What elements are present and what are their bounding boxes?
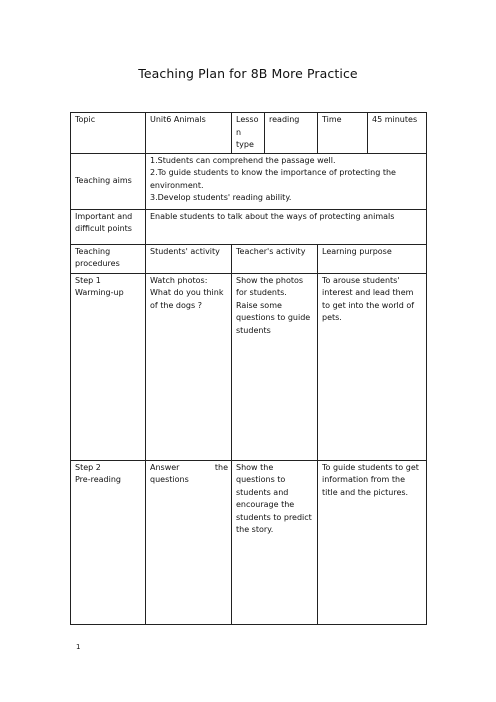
step-label xyxy=(71,273,146,460)
page-title: Teaching Plan for 8B More Practice xyxy=(138,66,358,81)
procedures-header: Teaching procedures xyxy=(71,244,146,273)
step-number: Step 1 xyxy=(75,275,101,285)
step-label xyxy=(71,460,146,624)
step-name: Pre-reading xyxy=(75,475,121,484)
students-activity-header: Students' activity xyxy=(146,244,232,273)
page-number: 1 xyxy=(76,643,81,651)
teacher-activity xyxy=(232,273,318,460)
key-points-row xyxy=(71,209,427,244)
teacher-activity-line: Raise some questions to guide students xyxy=(236,300,311,335)
students-activity xyxy=(146,460,232,624)
teacher-activity-line: Show the photos for students. xyxy=(236,275,304,297)
teacher-activity-header: Teacher's activity xyxy=(232,244,318,273)
topic-value: Unit6 Animals xyxy=(146,113,232,154)
aim-line: 2.To guide students to know the importance of protecting the environment. xyxy=(150,168,396,190)
step-row xyxy=(71,273,427,460)
students-activity: Watch photos: What do you think of the dogs ? xyxy=(146,273,232,460)
learning-purpose: To guide students to get information from the title and the pictures. xyxy=(318,460,427,624)
learning-purpose-header: Learning purpose xyxy=(318,244,427,273)
teaching-aims-row xyxy=(71,153,427,209)
teaching-aims-label: Teaching aims xyxy=(71,153,146,209)
topic-row xyxy=(71,113,427,154)
learning-purpose: To arouse students' interest and lead them to get into the world of pets. xyxy=(318,273,427,460)
teaching-plan-table xyxy=(70,112,427,625)
students-activity-line: Answer the xyxy=(150,462,228,472)
key-points-value: Enable students to talk about the ways of protecting animals xyxy=(146,209,427,244)
time-label: Time xyxy=(318,113,368,154)
procedure-header-row xyxy=(71,244,427,273)
step-name: Warming-up xyxy=(75,288,124,297)
step-row xyxy=(71,460,427,624)
key-points-label: Important and difficult points xyxy=(71,209,146,244)
teacher-activity: Show the questions to students and encourage the students to predict the story. xyxy=(232,460,318,624)
topic-label: Topic xyxy=(71,113,146,154)
lesson-type-value: reading xyxy=(265,113,318,154)
aim-line: 1.Students can comprehend the passage well. xyxy=(150,155,336,165)
teaching-aims-content xyxy=(146,153,427,209)
time-value: 45 minutes xyxy=(368,113,427,154)
aim-line: 3.Develop students' reading ability. xyxy=(150,193,292,202)
students-activity-line: questions xyxy=(150,475,189,484)
lesson-type-label: Lesson type xyxy=(232,113,265,154)
step-number: Step 2 xyxy=(75,462,101,472)
